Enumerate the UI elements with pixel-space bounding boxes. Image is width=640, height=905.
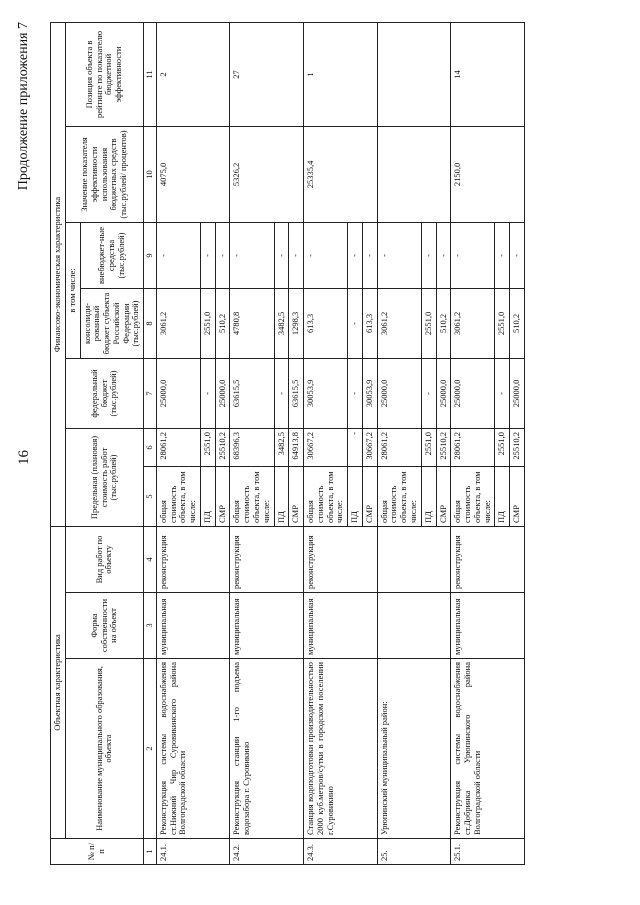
- cost-label: общая стоимость объекта, в том числе:: [451, 466, 495, 526]
- consolidated-budget: 2551,0: [421, 288, 436, 358]
- header-efficiency: Значение показателя эффективности использования бюджетных средств (тыс.рублей/ процентов): [65, 126, 143, 222]
- cost-label: СМР: [436, 466, 451, 526]
- header-row-columns: [65, 22, 80, 864]
- federal-budget: 25000,0: [377, 358, 421, 428]
- ownership-form: муниципальная: [304, 593, 378, 659]
- federal-budget: 25000,0: [215, 358, 230, 428]
- extra-budget: -: [362, 222, 377, 288]
- table-row: [451, 22, 495, 864]
- header-ownership: Форма собственности на объект: [65, 593, 143, 659]
- federal-budget: 25000,0: [510, 358, 525, 428]
- consolidated-budget: 3061,2: [156, 288, 200, 358]
- cost-label: ПД: [200, 466, 215, 526]
- row-number: 25.1.: [451, 839, 525, 865]
- header-cost: Предельная (плановая) стоимость работ (тыс.рублей): [65, 428, 143, 526]
- extra-budget: -: [200, 222, 215, 288]
- cost-label: общая стоимость объекта, в том числе:: [304, 466, 348, 526]
- federal-budget: 25000,0: [451, 358, 495, 428]
- extra-budget: -: [451, 222, 495, 288]
- ownership-form: муниципальная: [451, 593, 525, 659]
- column-number: 1: [144, 839, 157, 865]
- header-financial-characteristics: Финансово-экономическая характеристика: [51, 22, 66, 526]
- header-extrabudget: внебюджет-ные средства (тыс.рублей): [80, 222, 144, 288]
- cost-value: 2551,0: [495, 428, 510, 466]
- extra-budget: -: [289, 222, 304, 288]
- table-row: [230, 22, 274, 864]
- column-number: 4: [144, 526, 157, 592]
- consolidated-budget: 3061,2: [377, 288, 421, 358]
- cost-value: 64913,8: [289, 428, 304, 466]
- column-number: 3: [144, 593, 157, 659]
- consolidated-budget: 510,2: [215, 288, 230, 358]
- extra-budget: -: [156, 222, 200, 288]
- column-number-row: [144, 22, 157, 864]
- column-number: 8: [144, 288, 157, 358]
- cost-value: 68396,3: [230, 428, 274, 466]
- header-object-characteristics: Объектная характеристика: [51, 526, 66, 838]
- consolidated-budget: 2551,0: [200, 288, 215, 358]
- federal-budget: -: [200, 358, 215, 428]
- consolidated-budget: 510,2: [436, 288, 451, 358]
- consolidated-budget: 3061,2: [451, 288, 495, 358]
- ownership-form: муниципальная: [230, 593, 304, 659]
- efficiency-value: 2150,0: [451, 126, 525, 222]
- cost-label: ПД: [421, 466, 436, 526]
- cost-value: 2551,0: [200, 428, 215, 466]
- cost-value: 2551,0: [421, 428, 436, 466]
- row-number: 24.2.: [230, 839, 304, 865]
- cost-label: СМР: [362, 466, 377, 526]
- extra-budget: -: [436, 222, 451, 288]
- efficiency-value: 25335,4: [304, 126, 378, 222]
- efficiency-value: [377, 126, 451, 222]
- extra-budget: -: [215, 222, 230, 288]
- row-number: 25.: [377, 839, 451, 865]
- consolidated-budget: 613,3: [304, 288, 348, 358]
- extra-budget: -: [377, 222, 421, 288]
- continuation-heading: Продолжение приложения 7: [16, 22, 31, 191]
- table-body: [156, 22, 524, 864]
- cost-label: СМР: [215, 466, 230, 526]
- cost-value: 25510,2: [436, 428, 451, 466]
- work-type: реконструкция: [156, 526, 230, 592]
- column-number: 11: [144, 22, 157, 126]
- object-name: Урюпинский муниципальный район:: [377, 659, 451, 839]
- consolidated-budget: 613,3: [362, 288, 377, 358]
- header-federal: федеральный бюджет (тыс.рублей): [65, 358, 143, 428]
- column-number: 9: [144, 222, 157, 288]
- cost-value: 28061,2: [377, 428, 421, 466]
- efficiency-value: 4075,0: [156, 126, 230, 222]
- cost-value: 30667,2: [362, 428, 377, 466]
- cost-value: 28061,2: [451, 428, 495, 466]
- extra-budget: -: [348, 222, 363, 288]
- cost-label: ПД: [495, 466, 510, 526]
- federal-budget: 30053,9: [362, 358, 377, 428]
- federal-budget: 25000,0: [156, 358, 200, 428]
- header-consolidated: консолиди-рованный бюджет субъекта Российской Федерации (тыс.рублей): [80, 288, 144, 358]
- object-name: Реконструкция системы водоснабжения ст.Нижний Чир Суровикинского района Волгоградской области: [156, 659, 230, 839]
- cost-label: СМР: [510, 466, 525, 526]
- extra-budget: -: [304, 222, 348, 288]
- federal-budget: 25000,0: [436, 358, 451, 428]
- ownership-form: муниципальная: [156, 593, 230, 659]
- federal-budget: -: [348, 358, 363, 428]
- federal-budget: 63615,5: [289, 358, 304, 428]
- rating-position: 2: [156, 22, 230, 126]
- work-type: [377, 526, 451, 592]
- object-name: Реконструкция станции 1-го подъема водозабора г. Суровикино: [230, 659, 304, 839]
- consolidated-budget: 3482,5: [274, 288, 289, 358]
- object-name: Реконструкция системы водоснабжения ст.Добринка Урюпинского района Волгоградской области: [451, 659, 525, 839]
- column-number: 2: [144, 659, 157, 839]
- header-name: Наименование муниципального образования, объекта: [65, 659, 143, 839]
- extra-budget: -: [274, 222, 289, 288]
- ownership-form: [377, 593, 451, 659]
- cost-label: общая стоимость объекта, в том числе:: [156, 466, 200, 526]
- extra-budget: -: [230, 222, 274, 288]
- cost-value: 3482,5: [274, 428, 289, 466]
- efficiency-value: 5326,2: [230, 126, 304, 222]
- rating-position: 1: [304, 22, 378, 126]
- federal-budget: 63615,5: [230, 358, 274, 428]
- federal-budget: -: [495, 358, 510, 428]
- header-including: в том числе:: [65, 222, 80, 358]
- work-type: реконструкция: [230, 526, 304, 592]
- table-row: [156, 22, 200, 864]
- cost-value: 28061,2: [156, 428, 200, 466]
- row-number: 24.3.: [304, 839, 378, 865]
- cost-label: общая стоимость объекта, в том числе:: [230, 466, 274, 526]
- table-row: [304, 22, 348, 864]
- cost-label: СМР: [289, 466, 304, 526]
- cost-value: 25510,2: [510, 428, 525, 466]
- rating-position: 14: [451, 22, 525, 126]
- column-number: 6: [144, 428, 157, 466]
- work-type: реконструкция: [451, 526, 525, 592]
- extra-budget: -: [495, 222, 510, 288]
- consolidated-budget: 510,2: [510, 288, 525, 358]
- header-num: № п/п: [51, 839, 144, 865]
- cost-value: 30667,2: [304, 428, 348, 466]
- cost-value: -: [348, 428, 363, 466]
- federal-budget: -: [421, 358, 436, 428]
- work-type: реконструкция: [304, 526, 378, 592]
- consolidated-budget: 4780,8: [230, 288, 274, 358]
- header-position: Позиция объекта в рейтинге по показателю бюджетной эффективности: [65, 22, 143, 126]
- cost-value: 25510,2: [215, 428, 230, 466]
- consolidated-budget: -: [348, 288, 363, 358]
- extra-budget: -: [421, 222, 436, 288]
- cost-label: ПД: [348, 466, 363, 526]
- row-number: 24.1.: [156, 839, 230, 865]
- consolidated-budget: 2551,0: [495, 288, 510, 358]
- header-work-type: Вид работ по объекту: [65, 526, 143, 592]
- column-number: 7: [144, 358, 157, 428]
- appendix-table: [50, 22, 525, 865]
- federal-budget: -: [274, 358, 289, 428]
- extra-budget: -: [510, 222, 525, 288]
- header-row-groups: [51, 22, 66, 864]
- rating-position: [377, 22, 451, 126]
- column-number: 5: [144, 466, 157, 526]
- cost-label: общая стоимость объекта, в том числе:: [377, 466, 421, 526]
- federal-budget: 30053,9: [304, 358, 348, 428]
- page-number: 16: [16, 450, 32, 465]
- consolidated-budget: 1298,3: [289, 288, 304, 358]
- cost-label: ПД: [274, 466, 289, 526]
- column-number: 10: [144, 126, 157, 222]
- table-row: [377, 22, 421, 864]
- rating-position: 27: [230, 22, 304, 126]
- object-name: Станция водоподготовки производительностью 2000 куб.метров/сутки в городском поселении г.Суровикино: [304, 659, 378, 839]
